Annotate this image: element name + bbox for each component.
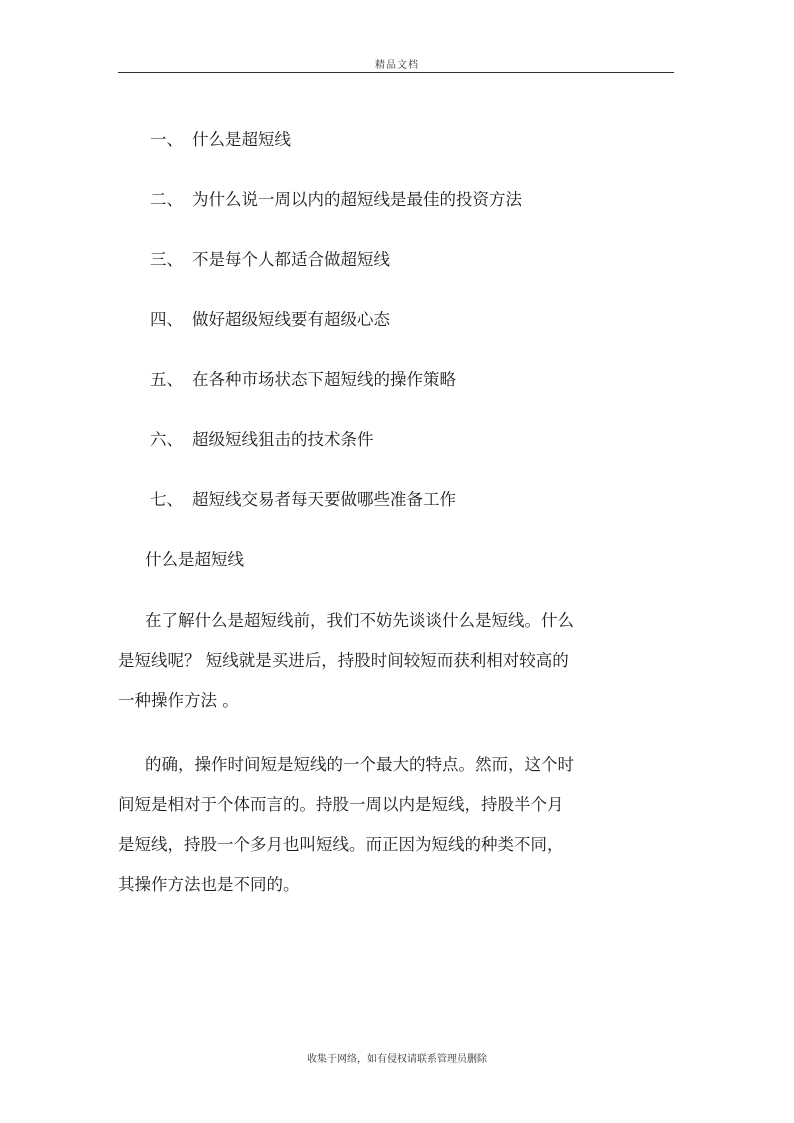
paragraph-line: 其操作方法也是不同的。 [118,875,300,894]
toc-item-text: 不是每个人都适合做超短线 [192,250,390,269]
toc-item-number: 三、 [150,250,183,269]
toc-item-number: 一、 [150,130,183,149]
toc-item [150,368,522,428]
toc-item-text: 做好超级短线要有超级心态 [192,310,390,329]
toc-item-text: 超级短线狙击的技术条件 [192,430,374,449]
toc-item [150,488,522,548]
toc-item [150,128,522,188]
toc-item-text: 超短线交易者每天要做哪些准备工作 [192,490,456,509]
toc-item-text: 什么是超短线 [192,130,291,149]
toc-item-number: 二、 [150,190,183,209]
section-heading: 什么是超短线 [145,550,244,569]
toc-item-number: 五、 [150,370,183,389]
table-of-contents [150,128,522,548]
paragraph-line: 是短线呢？ 短线就是买进后，持股时间较短而获利相对较高的 [118,651,569,670]
paragraph-line: 间短是相对于个体而言的。持股一周以内是短线，持股半个月 [118,795,564,814]
paragraph-line: 一种操作方法 。 [118,691,239,710]
toc-item-number: 七、 [150,490,183,509]
toc-item [150,188,522,248]
body-paragraph [118,601,638,721]
toc-item [150,428,522,488]
body-paragraph [118,745,638,905]
page-header: 精品文档 [375,60,419,71]
toc-item-text: 为什么说一周以内的超短线是最佳的投资方法 [192,190,522,209]
toc-item-text: 在各种市场状态下超短线的操作策略 [192,370,456,389]
toc-item [150,248,522,308]
paragraph-line: 是短线，持股一个多月也叫短线。而正因为短线的种类不同， [118,835,564,854]
paragraph-line: 的确，操作时间短是短线的一个最大的特点。然而，这个时 [145,755,574,774]
paragraph-line: 在了解什么是超短线前，我们不妨先谈谈什么是短线。什么 [145,611,574,630]
header-divider [118,72,674,73]
toc-item-number: 六、 [150,430,183,449]
toc-item-number: 四、 [150,310,183,329]
toc-item [150,308,522,368]
page-footer: 收集于网络，如有侵权请联系管理员删除 [307,1054,487,1065]
